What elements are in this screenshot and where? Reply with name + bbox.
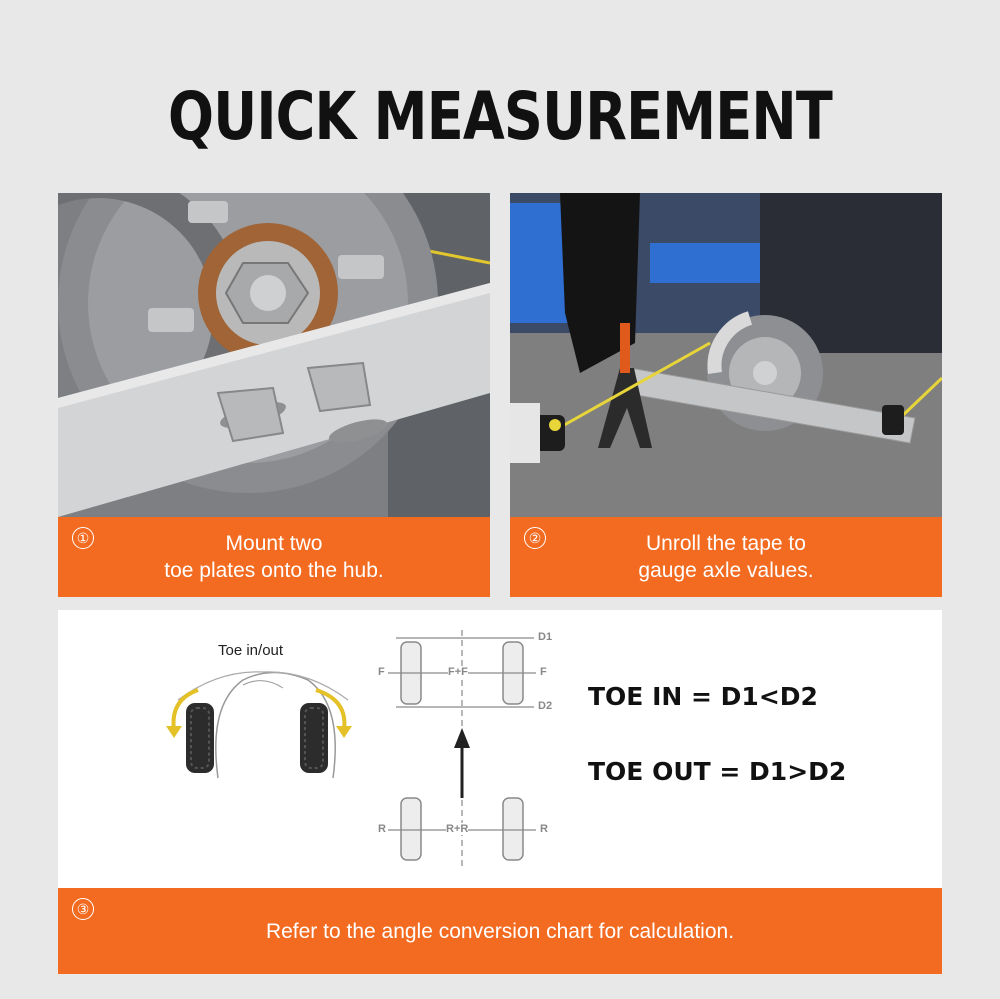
page-title: QUICK MEASUREMENT (168, 78, 832, 155)
label-r-left: R (378, 823, 386, 835)
step-3-text: Refer to the angle conversion chart for calculation. (265, 919, 735, 943)
tape-photo (510, 193, 942, 517)
step-3-caption (58, 888, 942, 974)
hub-photo (58, 193, 490, 517)
label-d1: D1 (538, 631, 553, 643)
step-1-text: Mount two toe plates onto the hub. (164, 532, 384, 582)
step-2-text: Unroll the tape to gauge axle values. (638, 532, 814, 582)
label-d2: D2 (538, 700, 553, 712)
toe-out-formula: TOE OUT = D1>D2 (588, 757, 847, 786)
toe-in-formula: TOE IN = D1<D2 (588, 682, 818, 711)
step-1-number: ① (72, 527, 94, 549)
label-r-right: R (540, 823, 548, 835)
step-1-caption (58, 517, 490, 597)
left-tire-icon (186, 703, 214, 773)
step-2-caption (510, 517, 942, 597)
toe-label: Toe in/out (218, 642, 284, 659)
direction-arrow-icon (454, 728, 470, 798)
label-f-sum: F+F (448, 666, 468, 678)
car-toe-illustration (166, 672, 352, 778)
right-tire-icon (300, 703, 328, 773)
label-r-sum: R+R (446, 823, 469, 835)
step-2-number: ② (524, 527, 546, 549)
step-3-number: ③ (72, 898, 94, 920)
label-f-left: F (378, 666, 385, 678)
toe-diagram-panel (58, 610, 942, 888)
label-f-right: F (540, 666, 547, 678)
